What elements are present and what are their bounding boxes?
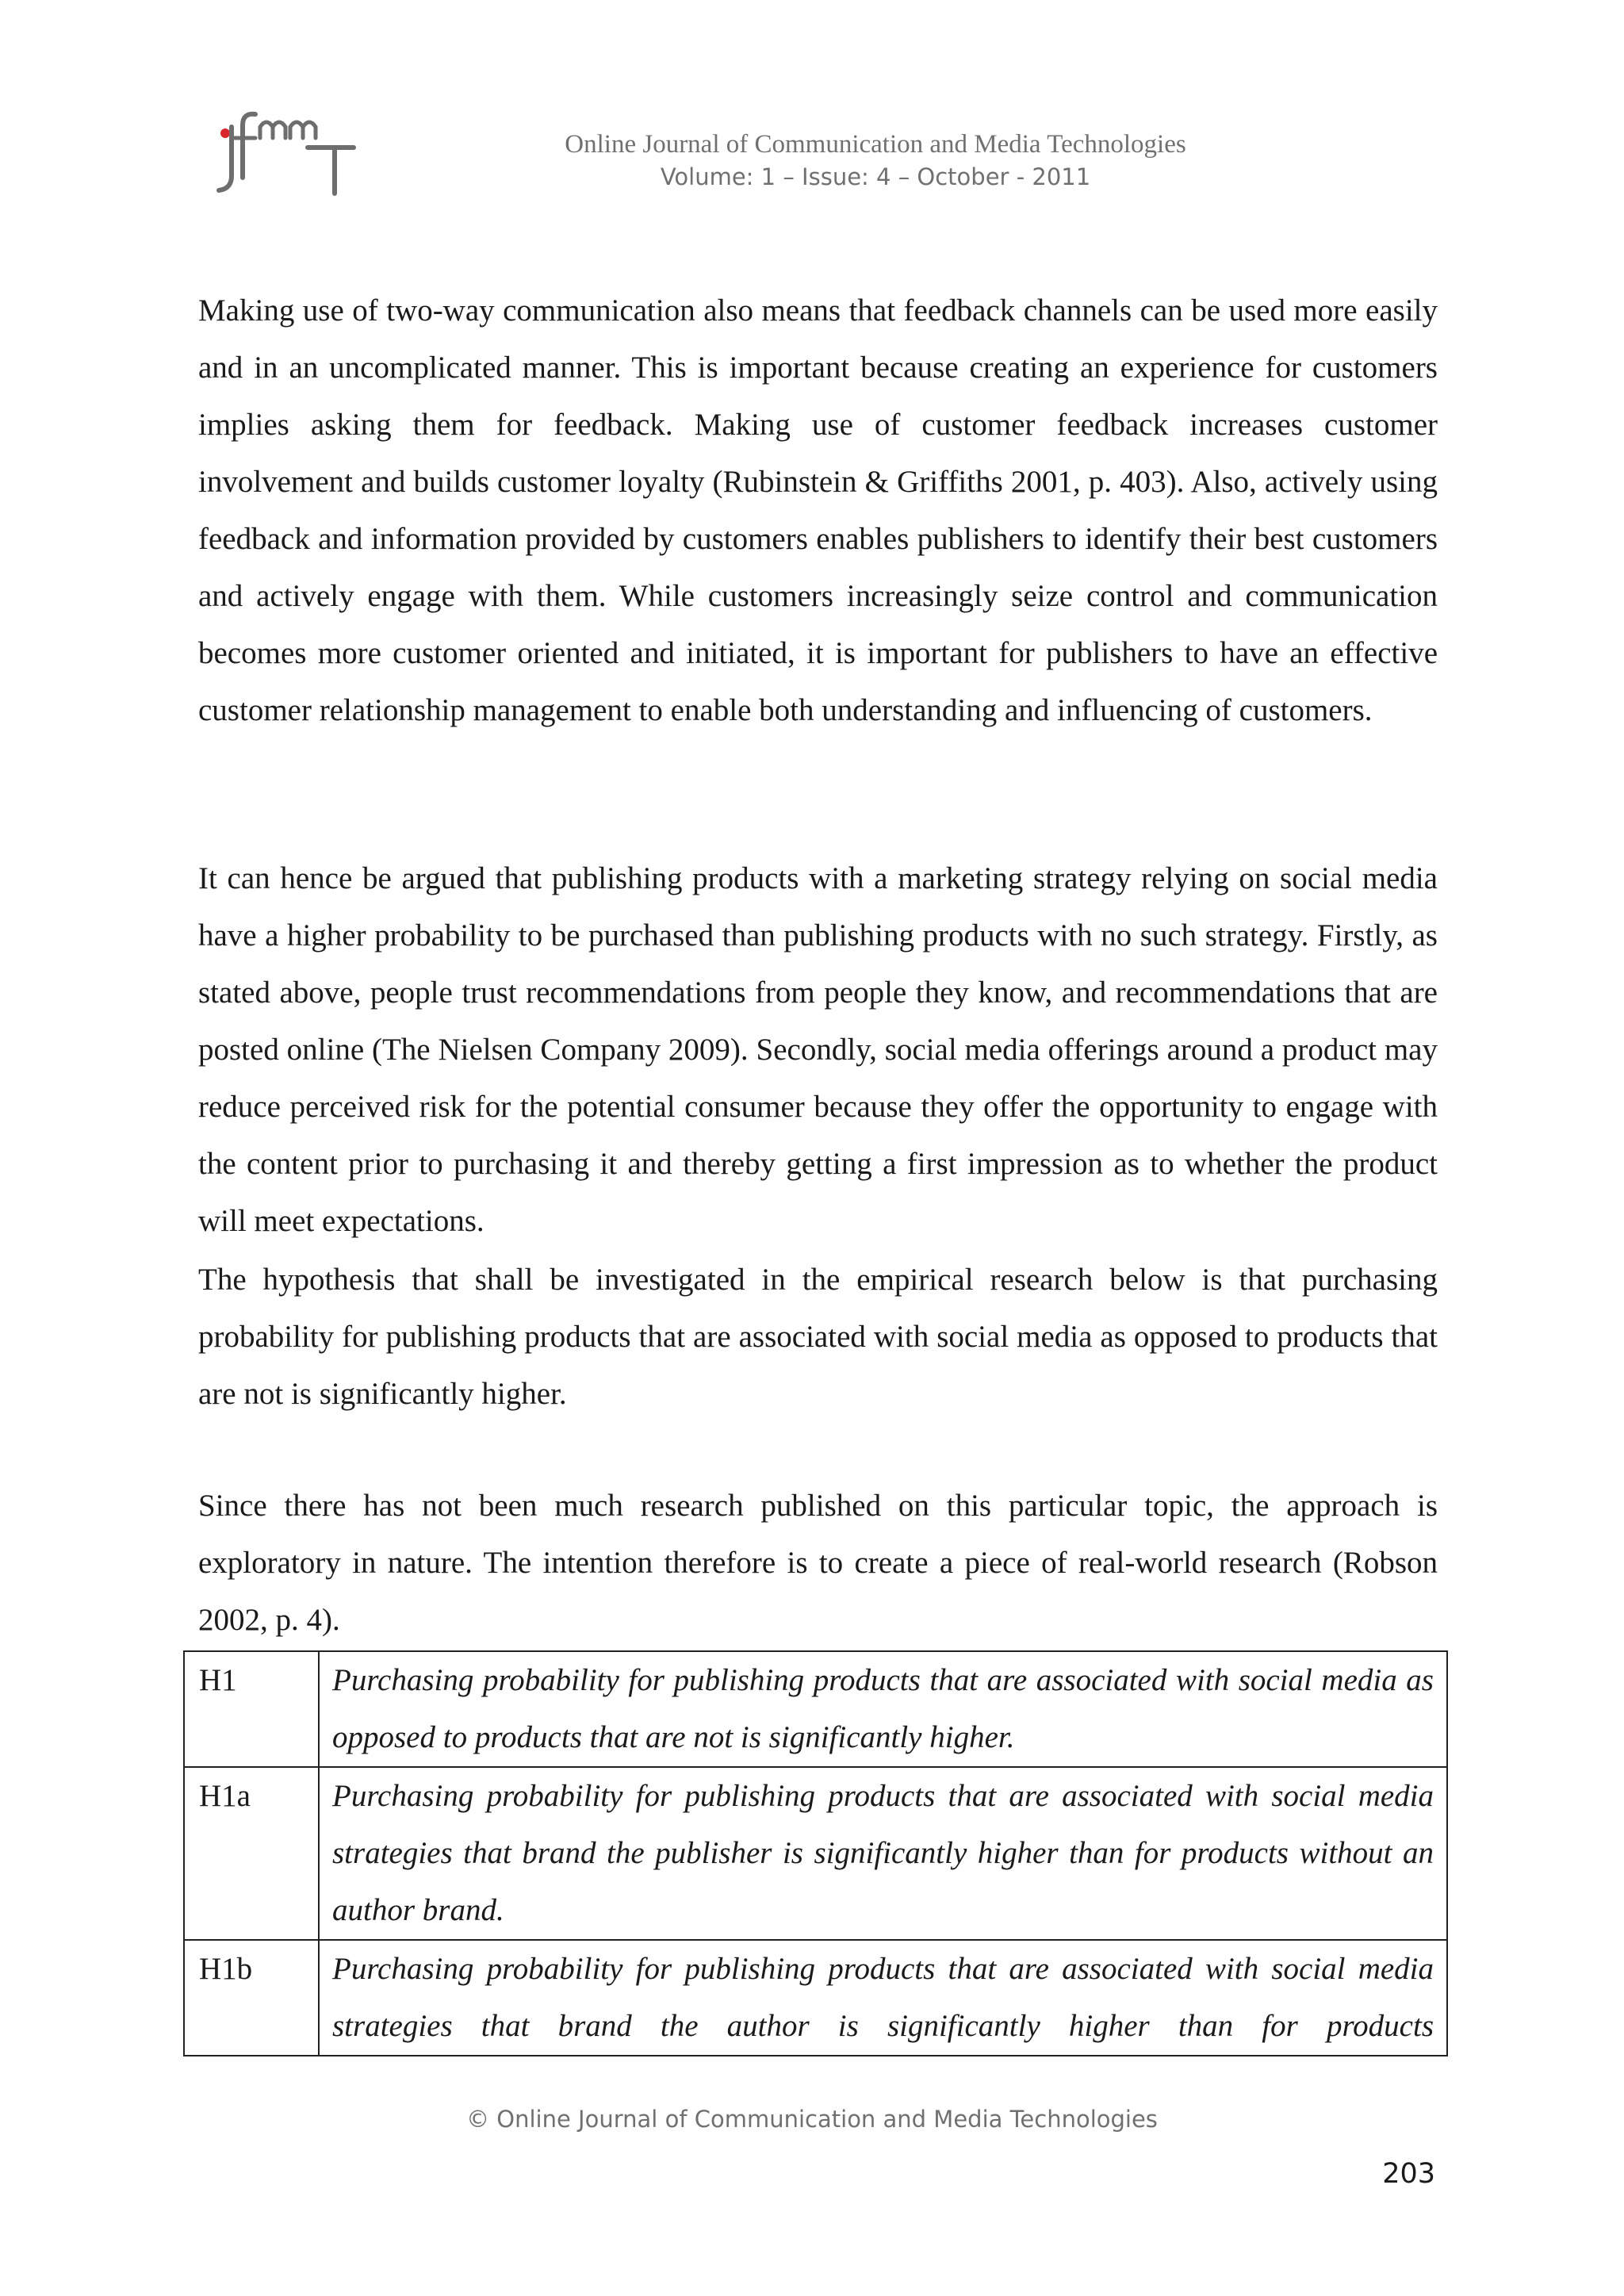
hypothesis-code: H1b <box>184 1940 319 2056</box>
paragraph: Making use of two-way communication also means that feedback channels can be used more easily and in an uncomplicated manner. This is important because creating an experience for customers implies asking them for feedback. Making use of customer feedback increases customer involvement and builds customer loyalty (Rubinstein & Griffiths 2001, p. 403). Also, actively using feedback and information provided by customers enables publishers to identify their best customers and actively engage with them. While customers increasingly seize control and communication becomes more customer oriented and initiated, it is important for publishers to have an effective customer relationship management to enable both understanding and influencing of customers. <box>198 293 1438 727</box>
hypothesis-code: H1 <box>184 1651 319 1767</box>
table-row <box>184 1940 1447 2056</box>
hypothesis-code: H1a <box>184 1767 319 1940</box>
table-row <box>184 1651 1447 1767</box>
paragraph: It can hence be argued that publishing products with a marketing strategy relying on social media have a higher probability to be purchased than publishing products with no such strategy. Firstly, as stated above, people trust recommendations from people they know, and recommendations that are posted online (The Nielsen Company 2009). Secondly, social media offerings around a product may reduce perceived risk for the potential consumer because they offer the opportunity to engage with the content prior to purchasing it and thereby getting a first impression as to whether the product will meet expectations. <box>198 861 1438 1238</box>
issue-info: Volume: 1 – Issue: 4 – October - 2011 <box>660 163 1091 190</box>
hypothesis-text: Purchasing probability for publishing products that are associated with social media strategies that brand the author is significantly higher than for products <box>319 1940 1447 2056</box>
hypotheses-table <box>183 1650 1448 2056</box>
footer-copyright: © Online Journal of Communication and Media Technologies <box>466 2106 1158 2133</box>
journal-title: Online Journal of Communication and Media Technologies <box>565 130 1186 159</box>
page-number: 203 <box>1382 2158 1435 2190</box>
table-row <box>184 1767 1447 1940</box>
hypothesis-text: Purchasing probability for publishing products that are associated with social media strategies that brand the publisher is significantly higher than for products without an author brand. <box>319 1767 1447 1940</box>
paragraph: Since there has not been much research published on this particular topic, the approach is exploratory in nature. The intention therefore is to create a piece of real-world research (Robson 2002, p. 4). <box>198 1489 1438 1637</box>
hypothesis-text: Purchasing probability for publishing products that are associated with social media as opposed to products that are not is significantly higher. <box>319 1651 1447 1767</box>
paragraph: The hypothesis that shall be investigated in the empirical research below is that purchasing probability for publishing products that are associated with social media as opposed to products that are not is significantly higher. <box>198 1263 1438 1411</box>
